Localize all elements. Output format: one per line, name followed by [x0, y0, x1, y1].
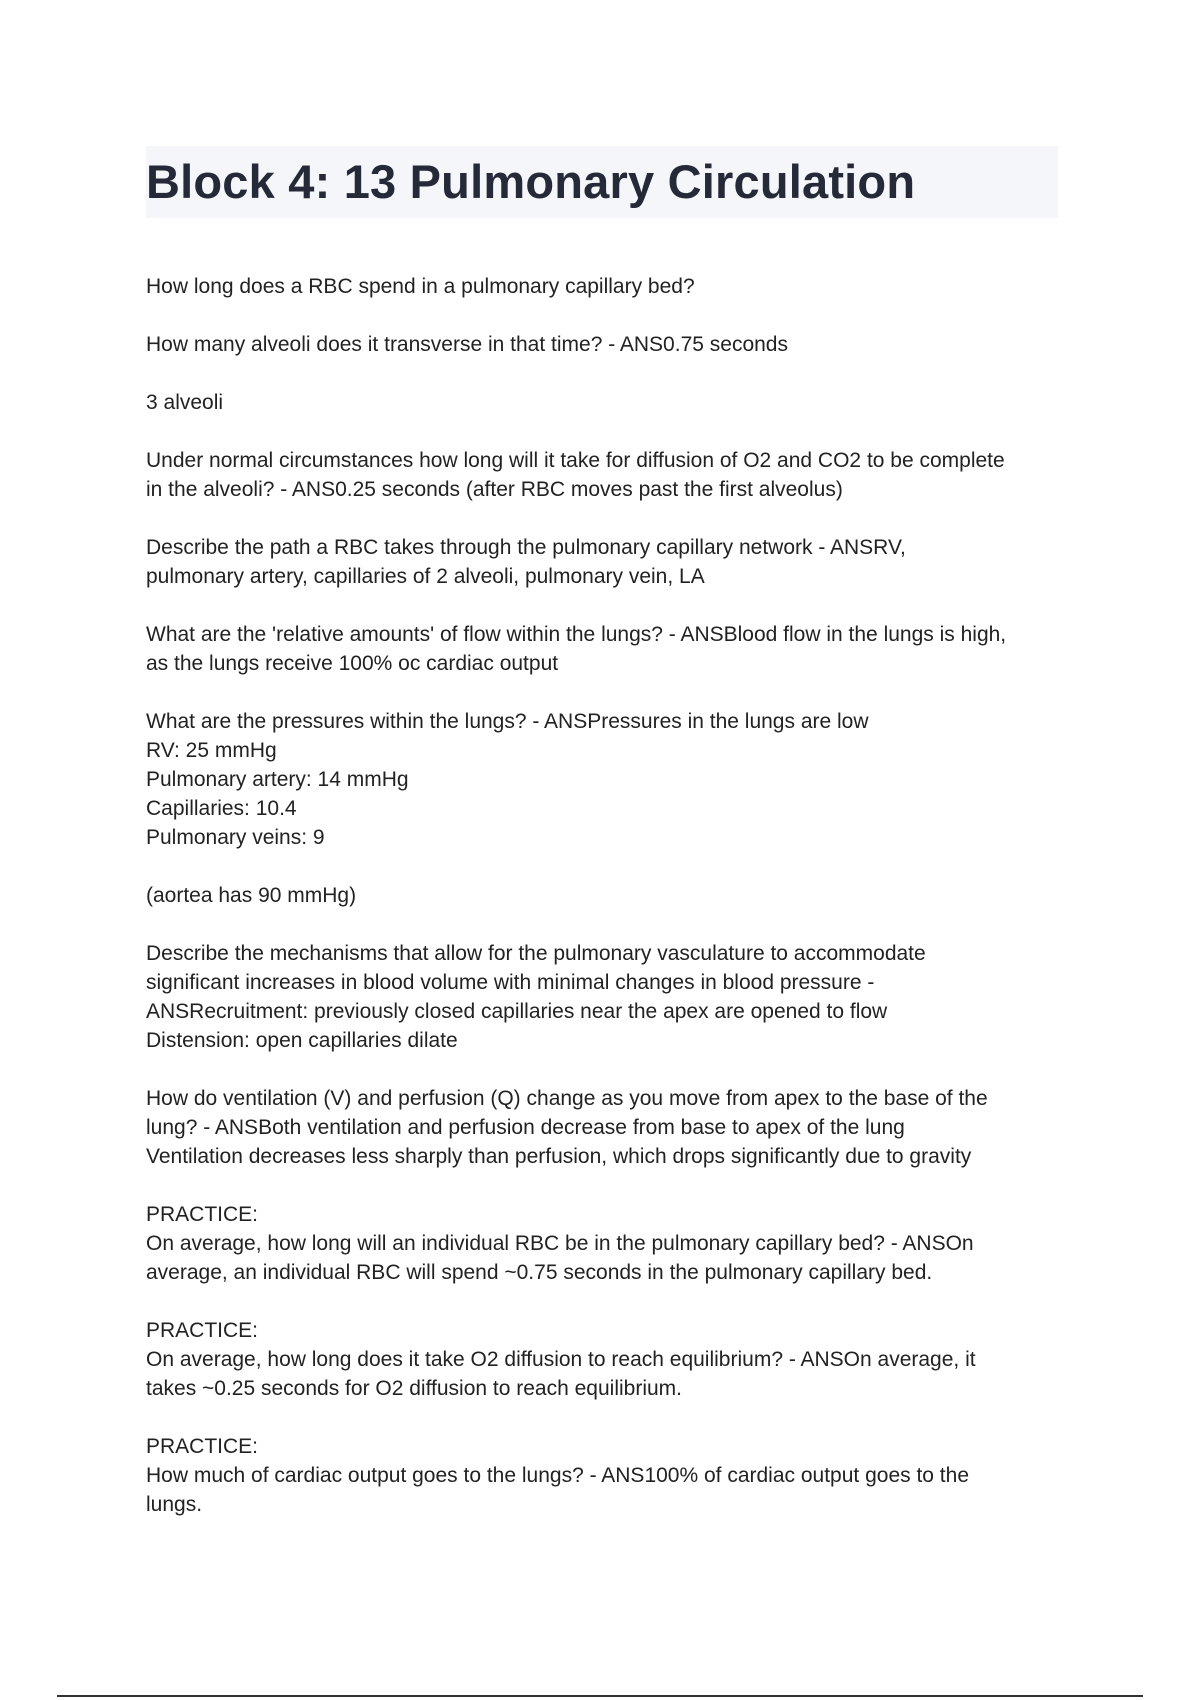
text-line: average, an individual RBC will spend ~0.75 seconds in the pulmonary capillary bed.	[146, 1261, 933, 1284]
text-line: How do ventilation (V) and perfusion (Q) change as you move from apex to the base of the	[146, 1087, 988, 1110]
text-line: (aortea has 90 mmHg)	[146, 884, 357, 907]
practice-label: PRACTICE:	[146, 1319, 259, 1342]
text-line: How long does a RBC spend in a pulmonary capillary bed?	[146, 275, 695, 298]
text-line: pulmonary artery, capillaries of 2 alveoli, pulmonary vein, LA	[146, 565, 705, 588]
text-line: What are the pressures within the lungs? - ANSPressures in the lungs are low	[146, 710, 869, 733]
text-line: Describe the path a RBC takes through the pulmonary capillary network - ANSRV,	[146, 536, 906, 559]
text-line: Ventilation decreases less sharply than perfusion, which drops significantly due to gravity	[146, 1145, 972, 1168]
paragraph-diffusion-time	[146, 446, 1066, 504]
text-line: Under normal circumstances how long will it take for diffusion of O2 and CO2 to be complete	[146, 449, 1005, 472]
text-line: Distension: open capillaries dilate	[146, 1029, 458, 1052]
text-line: Pulmonary veins: 9	[146, 826, 325, 849]
text-line: lungs.	[146, 1493, 203, 1516]
text-line: How much of cardiac output goes to the lungs? - ANS100% of cardiac output goes to the	[146, 1464, 969, 1487]
text-line: in the alveoli? - ANS0.25 seconds (after RBC moves past the first alveolus)	[146, 478, 843, 501]
paragraph-rbc-path	[146, 533, 1066, 591]
text-line: takes ~0.25 seconds for O2 diffusion to reach equilibrium.	[146, 1377, 683, 1400]
text-line: On average, how long will an individual RBC be in the pulmonary capillary bed? - ANSOn	[146, 1232, 974, 1255]
paragraph-practice-cardiac-output	[146, 1432, 1066, 1519]
document-title: Block 4: 13 Pulmonary Circulation	[146, 155, 916, 208]
practice-label: PRACTICE:	[146, 1203, 259, 1226]
footer-divider	[57, 1695, 1143, 1697]
text-line: ANSRecruitment: previously closed capillaries near the apex are opened to flow	[146, 1000, 888, 1023]
paragraph-ventilation-perfusion	[146, 1084, 1066, 1171]
paragraph-mechanisms	[146, 939, 1066, 1055]
paragraph-three-alveoli	[146, 388, 1066, 417]
paragraph-practice-rbc	[146, 1200, 1066, 1287]
text-line: Capillaries: 10.4	[146, 797, 297, 820]
text-line: lung? - ANSBoth ventilation and perfusion decrease from base to apex of the lung	[146, 1116, 905, 1139]
text-line: 3 alveoli	[146, 391, 224, 414]
paragraph-relative-flow	[146, 620, 1066, 678]
text-line: as the lungs receive 100% oc cardiac output	[146, 652, 559, 675]
paragraph-practice-diffusion	[146, 1316, 1066, 1403]
paragraph-alveoli-count	[146, 330, 1066, 359]
text-line: What are the 'relative amounts' of flow within the lungs? - ANSBlood flow in the lungs is high,	[146, 623, 1007, 646]
document-body	[146, 272, 1066, 1548]
paragraph-rbc-time	[146, 272, 1066, 301]
paragraph-pressures	[146, 707, 1066, 852]
text-line: Describe the mechanisms that allow for the pulmonary vasculature to accommodate	[146, 942, 926, 965]
paragraph-aorta-note	[146, 881, 1066, 910]
text-line: significant increases in blood volume with minimal changes in blood pressure -	[146, 971, 875, 994]
text-line: RV: 25 mmHg	[146, 739, 277, 762]
text-line: How many alveoli does it transverse in that time? - ANS0.75 seconds	[146, 333, 788, 356]
text-line: On average, how long does it take O2 diffusion to reach equilibrium? - ANSOn average, it	[146, 1348, 976, 1371]
text-line: Pulmonary artery: 14 mmHg	[146, 768, 409, 791]
practice-label: PRACTICE:	[146, 1435, 259, 1458]
